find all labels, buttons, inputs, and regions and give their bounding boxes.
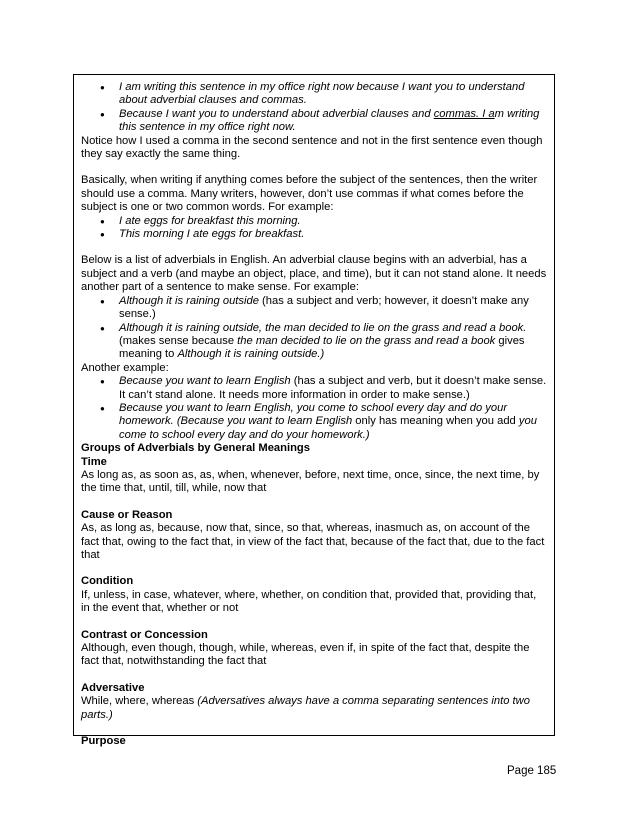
cause-heading: Cause or Reason — [81, 508, 173, 521]
another-example-label: Another example: — [81, 361, 169, 374]
list-item: ● I ate eggs for breakfast this morning. — [119, 215, 547, 228]
contrast-text: Although, even though, though, while, whereas, even if, in spite of the fact that, despite the fact that, notwithstanding the fact that — [81, 642, 530, 668]
condition-text: If, unless, in case, whatever, where, whether, on condition that, provided that, providing that, in the event that, whether or not — [81, 588, 537, 615]
list-item: ● I am writing this sentence in my office right now because I want you to understand about adverbial clauses and commas. — [119, 81, 547, 108]
list-item: ● Because I want you to understand about adverbial clauses and commas. I am writing this sentence in my office right now. — [119, 108, 547, 135]
adverbials-intro-paragraph: Below is a list of adverbials in English. An adverbial clause begins with an adverbial, has a subject and a verb (and maybe an object, place, and time), but it can not stand alone. It needs another part of a sentence to make sense. For example: — [81, 254, 547, 294]
list-item: ● Although it is raining outside, the man decided to lie on the grass and read a book.(makes sense because the man decided to lie on the grass and read a book gives meaning to Although it is raining outside.) — [119, 322, 547, 362]
cause-text: As, as long as, because, now that, since, so that, whereas, inasmuch as, on account of the fact that, owing to the fact that, in view of the fact that, because of the fact that, due to the fact that — [81, 522, 545, 561]
list-item: ● This morning I ate eggs for breakfast. — [119, 228, 547, 241]
contrast-heading: Contrast or Concession — [81, 628, 208, 641]
time-heading: Time — [81, 455, 107, 468]
example-list-1 — [81, 81, 547, 135]
comma-rule-paragraph: Basically, when writing if anything comes before the subject of the sentences, then the writer should use a comma. Many writers, however, don’t use commas if what comes before the subject is one or two common words. For example: — [81, 174, 538, 214]
adversative-text: While, where, whereas (Adversatives always have a comma separating sentences into two parts.) — [81, 695, 530, 721]
groups-heading: Groups of Adverbials by General Meanings — [81, 442, 310, 455]
example-list-3 — [81, 295, 547, 362]
example-list-4 — [81, 375, 547, 442]
list-item: ● Because you want to learn English, you come to school every day and do your homework. (Because you want to learn English only has meaning when you add you come to school every day and do your homework.) — [119, 402, 547, 442]
list-item: ● Because you want to learn English (has a subject and verb, but it doesn’t make sense. It can’t stand alone. It needs more information in order to make sense.) — [119, 375, 547, 402]
time-text: As long as, as soon as, as, when, whenever, before, next time, once, since, the next time, by the time that, until, till, while, now that — [81, 468, 540, 495]
notice-paragraph: Notice how I used a comma in the second sentence and not in the first sentence even though they say exactly the same thing. — [81, 134, 543, 161]
condition-heading: Condition — [81, 575, 134, 588]
page-number: Page 185 — [507, 765, 557, 777]
purpose-heading: Purpose — [81, 735, 126, 748]
list-item: ● Although it is raining outside (has a subject and verb; however, it doesn’t make any sense.) — [119, 295, 547, 322]
adversative-heading: Adversative — [81, 681, 145, 694]
example-list-2 — [81, 215, 547, 242]
content-box — [73, 74, 555, 748]
